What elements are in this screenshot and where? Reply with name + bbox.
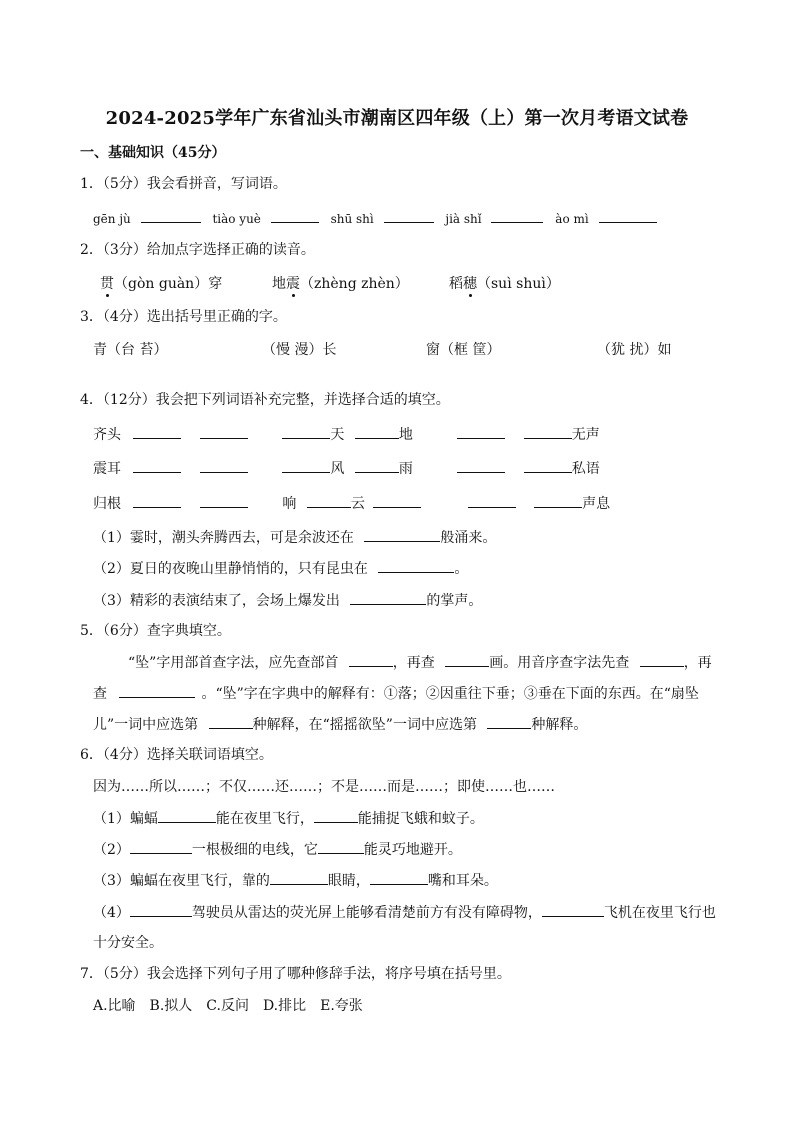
question-7-stem: 7．（5分）我会选择下列句子用了哪种修辞手法，将序号填在括号里。 bbox=[80, 966, 511, 982]
char-choice-2: （慢 漫）长 bbox=[262, 342, 337, 358]
rhetoric-options: A.比喻 B.拟人 C.反问 D.排比 E.夸张 bbox=[93, 998, 363, 1014]
reading-item-3: 稻穗（suì shuì） bbox=[449, 276, 560, 292]
char-choice-3: 窗（框 筐） bbox=[426, 342, 501, 358]
pinyin-1: gēn jù bbox=[93, 212, 131, 226]
answer-blank[interactable] bbox=[314, 808, 358, 823]
answer-blank[interactable] bbox=[457, 458, 505, 473]
answer-blank[interactable] bbox=[200, 458, 248, 473]
answer-blank[interactable] bbox=[542, 902, 604, 917]
pinyin-5: ào mì bbox=[555, 212, 589, 226]
answer-blank[interactable] bbox=[209, 714, 253, 729]
answer-blank[interactable] bbox=[491, 208, 543, 223]
answer-blank[interactable] bbox=[318, 839, 364, 854]
answer-blank[interactable] bbox=[200, 424, 248, 439]
pinyin-2: tiào yuè bbox=[212, 212, 261, 226]
fill-sentence-1: （1）霎时，潮头奔腾西去，可是余波还在 般涌来。 bbox=[93, 527, 496, 548]
question-3-stem: 3．（4分）选出括号里正确的字。 bbox=[80, 309, 287, 325]
pinyin-row bbox=[93, 208, 657, 229]
char-choice-4: （犹 扰）如 bbox=[597, 342, 672, 358]
answer-blank[interactable] bbox=[130, 839, 192, 854]
char-choice-1: 青（台 苔） bbox=[93, 342, 168, 358]
answer-blank[interactable] bbox=[355, 458, 399, 473]
answer-blank[interactable] bbox=[141, 208, 201, 223]
question-1-stem: 1．（5分）我会看拼音，写词语。 bbox=[80, 176, 287, 192]
conjunction-sentence-4: （4） 驾驶员从雷达的荧光屏上能够看清楚前方有没有障碍物， 飞机在夜里飞行也 bbox=[93, 902, 716, 923]
section-heading: 一、基础知识（45分） bbox=[80, 145, 226, 161]
answer-blank[interactable] bbox=[119, 683, 195, 698]
answer-blank[interactable] bbox=[133, 424, 181, 439]
conjunction-options: 因为……所以……；不仅……还……；不是……而是……；即使……也…… bbox=[93, 779, 555, 795]
answer-blank[interactable] bbox=[133, 458, 181, 473]
fill-sentence-3: （3）精彩的表演结束了，会场上爆发出 的掌声。 bbox=[93, 590, 482, 611]
dictionary-line-1: “坠”字用部首查字法，应先查部首 ，再查 画。用音序查字法先查 ，再 bbox=[128, 652, 712, 673]
answer-blank[interactable] bbox=[640, 652, 684, 667]
answer-blank[interactable] bbox=[158, 808, 216, 823]
reading-item-2: 地震（zhèng zhèn） bbox=[272, 276, 409, 292]
answer-blank[interactable] bbox=[524, 424, 572, 439]
idiom-row-3: 归根 响 云 声息 bbox=[93, 493, 610, 514]
answer-blank[interactable] bbox=[133, 493, 181, 508]
question-4-stem: 4．（12分）我会把下列词语补充完整，并选择合适的填空。 bbox=[80, 392, 450, 408]
answer-blank[interactable] bbox=[373, 493, 421, 508]
answer-blank[interactable] bbox=[271, 208, 319, 223]
answer-blank[interactable] bbox=[282, 424, 330, 439]
answer-blank[interactable] bbox=[270, 870, 328, 885]
answer-blank[interactable] bbox=[468, 493, 516, 508]
answer-blank[interactable] bbox=[445, 652, 489, 667]
question-5-stem: 5．（6分）查字典填空。 bbox=[80, 623, 231, 639]
conjunction-sentence-2: （2） 一根极细的电线，它 能灵巧地避开。 bbox=[93, 839, 462, 860]
answer-blank[interactable] bbox=[370, 870, 428, 885]
answer-blank[interactable] bbox=[130, 902, 192, 917]
answer-blank[interactable] bbox=[355, 424, 399, 439]
answer-blank[interactable] bbox=[599, 208, 657, 223]
page-title: 2024-2025学年广东省汕头市潮南区四年级（上）第一次月考语文试卷 bbox=[105, 108, 689, 129]
answer-blank[interactable] bbox=[378, 558, 454, 573]
dictionary-line-2: 查 。“坠”字在字典中的解释有：①落；②因重往下垂；③垂在下面的东西。在“扇坠 bbox=[93, 683, 699, 704]
answer-blank[interactable] bbox=[200, 493, 248, 508]
question-6-stem: 6．（4分）选择关联词语填空。 bbox=[80, 747, 273, 763]
answer-blank[interactable] bbox=[534, 493, 582, 508]
pinyin-4: jià shǐ bbox=[445, 212, 482, 226]
reading-item-1: 贯（gòn guàn）穿 bbox=[100, 276, 223, 292]
answer-blank[interactable] bbox=[307, 493, 351, 508]
dictionary-line-3: 儿”一词中应选第 种解释，在“摇摇欲坠”一词中应选第 种解释。 bbox=[93, 714, 587, 735]
fill-sentence-2: （2）夏日的夜晚山里静悄悄的，只有昆虫在 。 bbox=[93, 558, 468, 579]
conjunction-sentence-3: （3）蝙蝠在夜里飞行，靠的 眼睛， 嘴和耳朵。 bbox=[93, 870, 498, 891]
conjunction-sentence-1: （1）蝙蝠 能在夜里飞行， 能捕捉飞蛾和蚊子。 bbox=[93, 808, 484, 829]
conjunction-sentence-4-cont: 十分安全。 bbox=[93, 935, 163, 951]
answer-blank[interactable] bbox=[457, 424, 505, 439]
answer-blank[interactable] bbox=[524, 458, 572, 473]
answer-blank[interactable] bbox=[487, 714, 531, 729]
idiom-row-1: 齐头 天 地 无声 bbox=[93, 424, 600, 445]
question-2-stem: 2．（3分）给加点字选择正确的读音。 bbox=[80, 242, 315, 258]
answer-blank[interactable] bbox=[384, 208, 434, 223]
answer-blank[interactable] bbox=[364, 527, 440, 542]
pinyin-3: shū shì bbox=[330, 212, 374, 226]
answer-blank[interactable] bbox=[282, 458, 330, 473]
answer-blank[interactable] bbox=[350, 590, 426, 605]
answer-blank[interactable] bbox=[349, 652, 393, 667]
idiom-row-2: 震耳 风 雨 私语 bbox=[93, 458, 600, 479]
